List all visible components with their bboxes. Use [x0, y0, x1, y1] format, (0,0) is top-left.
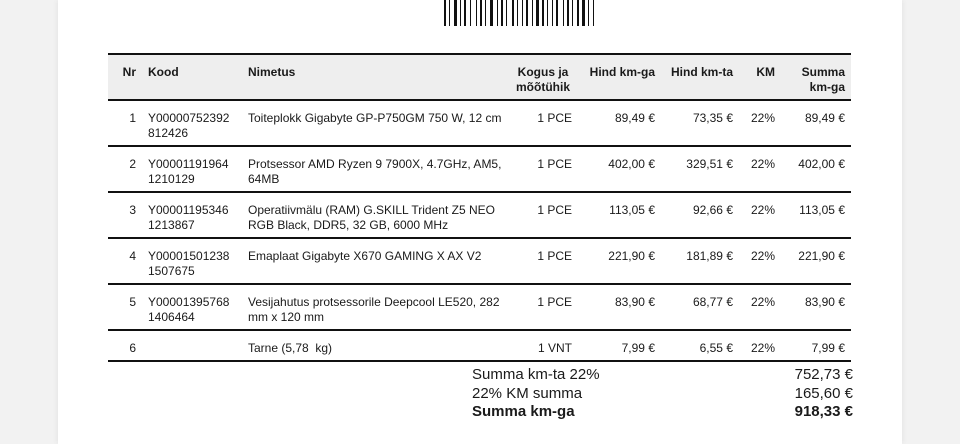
barcode-bar [454, 0, 457, 26]
table-row [108, 238, 851, 284]
header-code: Kood [142, 54, 242, 100]
barcode-bar [506, 0, 507, 26]
barcode-bar [512, 0, 514, 26]
header-nr: Nr [108, 54, 142, 100]
cell-nr: 5 [108, 284, 142, 330]
table-row [108, 146, 851, 192]
barcode-bar [563, 0, 564, 26]
barcode-bar [490, 0, 493, 26]
header-price-vat: Hind km-ga [578, 54, 661, 100]
cell-code: Y00001195346 1213867 [142, 192, 242, 238]
header-vat: KM [739, 54, 781, 100]
cell-nr: 2 [108, 146, 142, 192]
cell-price-vat: 113,05 € [578, 192, 661, 238]
barcode-bar [567, 0, 569, 26]
barcode-bar [536, 0, 539, 26]
cell-vat: 22% [739, 330, 781, 361]
header-price-novat: Hind km-ta [661, 54, 739, 100]
cell-qty: 1 PCE [508, 192, 578, 238]
cell-name: Protsessor AMD Ryzen 9 7900X, 4.7GHz, AM5, 64MB [242, 146, 508, 192]
cell-price-vat: 83,90 € [578, 284, 661, 330]
barcode-bar [577, 0, 579, 26]
cell-name: Vesijahutus protsessorile Deepcool LE520, 282 mm x 120 mm [242, 284, 508, 330]
cell-sum-vat: 83,90 € [781, 284, 851, 330]
total-gross-label: Summa km-ga [472, 403, 575, 420]
cell-name: Toiteplokk Gigabyte GP-P750GM 750 W, 12 cm [242, 100, 508, 146]
cell-qty: 1 PCE [508, 238, 578, 284]
cell-name: Operatiivmälu (RAM) G.SKILL Trident Z5 NEO RGB Black, DDR5, 32 GB, 6000 MHz [242, 192, 508, 238]
cell-code: Y00001501238 1507675 [142, 238, 242, 284]
barcode-bar [582, 0, 585, 26]
cell-price-novat: 181,89 € [661, 238, 739, 284]
total-vat-label: 22% KM summa [472, 384, 583, 402]
totals-block [472, 366, 853, 422]
cell-sum-vat: 221,90 € [781, 238, 851, 284]
barcode-bar [532, 0, 533, 26]
cell-nr: 3 [108, 192, 142, 238]
table-row [108, 100, 851, 146]
cell-nr: 1 [108, 100, 142, 146]
cell-name: Tarne (5,78 kg) [242, 330, 508, 361]
cell-qty: 1 PCE [508, 146, 578, 192]
cell-vat: 22% [739, 100, 781, 146]
cell-name: Emaplaat Gigabyte X670 GAMING X AX V2 [242, 238, 508, 284]
table-row [108, 330, 851, 361]
barcode-bar [460, 0, 461, 26]
table-row [108, 284, 851, 330]
barcode-bar [501, 0, 503, 26]
barcode-bar [588, 0, 589, 26]
cell-price-vat: 7,99 € [578, 330, 661, 361]
items-table [108, 53, 851, 362]
total-net-label: Summa km-ta 22% [472, 366, 600, 383]
total-net-row [472, 366, 853, 385]
barcode-bar [526, 0, 528, 26]
barcode-bar [449, 0, 450, 26]
barcode-bar [556, 0, 558, 26]
cell-price-novat: 6,55 € [661, 330, 739, 361]
cell-price-novat: 92,66 € [661, 192, 739, 238]
barcode-bar [480, 0, 482, 26]
header-sum-vat: Summa km-ga [781, 54, 851, 100]
cell-code [142, 330, 242, 361]
barcode-bar [552, 0, 553, 26]
cell-code: Y00000752392 812426 [142, 100, 242, 146]
cell-code: Y00001191964 1210129 [142, 146, 242, 192]
barcode-bar [470, 0, 471, 26]
total-vat-row [472, 385, 853, 404]
total-vat-value: 165,60 € [794, 384, 853, 402]
barcode-bar [593, 0, 594, 26]
cell-nr: 6 [108, 330, 142, 361]
barcode-bar [517, 0, 518, 26]
barcode [444, 0, 620, 26]
table-header-row [108, 54, 851, 100]
total-gross-row [472, 403, 853, 422]
cell-price-vat: 221,90 € [578, 238, 661, 284]
cell-qty: 1 PCE [508, 284, 578, 330]
cell-sum-vat: 402,00 € [781, 146, 851, 192]
barcode-bar [542, 0, 544, 26]
cell-price-novat: 68,77 € [661, 284, 739, 330]
cell-code: Y00001395768 1406464 [142, 284, 242, 330]
cell-vat: 22% [739, 192, 781, 238]
table-row [108, 192, 851, 238]
cell-vat: 22% [739, 284, 781, 330]
cell-vat: 22% [739, 238, 781, 284]
header-qty: Kogus ja mõõtühik [508, 54, 578, 100]
barcode-bar [485, 0, 486, 26]
cell-price-novat: 329,51 € [661, 146, 739, 192]
cell-qty: 1 PCE [508, 100, 578, 146]
cell-price-novat: 73,35 € [661, 100, 739, 146]
cell-qty: 1 VNT [508, 330, 578, 361]
cell-sum-vat: 113,05 € [781, 192, 851, 238]
header-name: Nimetus [242, 54, 508, 100]
cell-price-vat: 89,49 € [578, 100, 661, 146]
total-net-value: 752,73 € [794, 366, 853, 383]
cell-price-vat: 402,00 € [578, 146, 661, 192]
cell-vat: 22% [739, 146, 781, 192]
barcode-bar [464, 0, 466, 26]
cell-nr: 4 [108, 238, 142, 284]
cell-sum-vat: 89,49 € [781, 100, 851, 146]
barcode-bar [522, 0, 523, 26]
cell-sum-vat: 7,99 € [781, 330, 851, 361]
barcode-bar [497, 0, 498, 26]
barcode-bar [476, 0, 477, 26]
total-gross-value: 918,33 € [794, 403, 853, 420]
barcode-bar [444, 0, 446, 26]
barcode-bar [547, 0, 548, 26]
barcode-bar [572, 0, 573, 26]
